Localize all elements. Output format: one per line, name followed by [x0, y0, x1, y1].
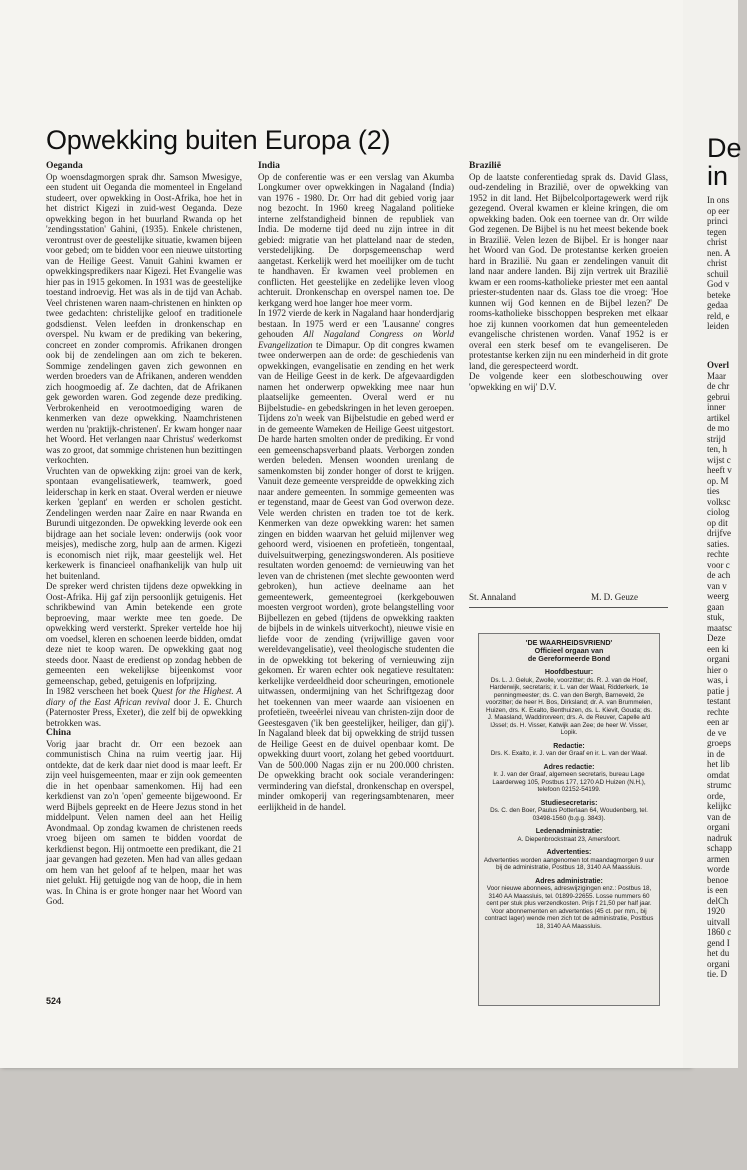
paragraph: Vorig jaar bracht dr. Orr een bezoek aan communistisch China na ruim veertig jaar. Hij ontdekte, dat de kerk daar niet dood is maar leeft. Er zijn veel huisgemeenten, maar er zijn ook gemeenten die in het openbaar samenkomen. Hij had een kerkdienst van zo'n 'open' gemeente bijgewoond. Er werd Bijbels gepreekt en de Heere Jezus stond in het middelpunt. Velen namen deel aan het Heilig Avondmaal. Op zondag kwamen de christenen reeds vroeg bijeen om samen te bidden voordat de kerkdienst begon. Hij ontmoette een predikant, die 21 jaar gevangen had gezeten. Men had van alles gedaan om hem van het geloof af te helpen, maar het was niet gelukt. Hij getuigde nog van de hoop, die in hem was. In China is er grote honger naar het Woord van God.: [46, 738, 242, 906]
paragraph: De volgende keer een slotbeschouwing over 'opwekking en wij' D.V.: [469, 371, 668, 392]
colophon-label: Adres redactie:: [543, 763, 595, 771]
right-page-edge: [683, 0, 742, 1068]
colophon-label: Advertenties:: [546, 849, 592, 856]
right-page-title: De in: [707, 133, 742, 191]
paragraph: De spreker werd christen tijdens deze opwekking in Oost-Afrika. Hij gaf zijn persoonlijk getuigenis. Het schrikbewind van Amin betekende een grote beproeving, maar werkte mee ten goede. De opwekking werd versterkt. Spreker vertelde hoe hij om voedsel, kleren en schoenen leerde bidden, omdat deze niet te koop waren. De opwekking gaat nog steeds door. Naast de eredienst op zondag hebben de gemeenten een wekelijkse bijeenkomst voor gemeenschap, gebed, getuigenis en lofprijzing.: [46, 581, 242, 686]
paragraph: Vruchten van de opwekking zijn: groei van de kerk, spontaan evangelisatiewerk, teamwerk, goed leiderschap in kerk en staat. Overal werden er nieuwe kerken 'geplant' en werden er scholen gesticht. Zendelingen werden naar Zaïre en naar Rwanda en Burundi uitgezonden. De opwekking leverde ook een bijdrage aan het sociale leven: onderwijs (ook voor meisjes), medische zorg, hulp aan de armen. Kigezi is economisch niet rijk, maar geestelijk wel. Het kerkewerk is financieel onafhankelijk van hulp uit het buitenland.: [46, 465, 242, 581]
colophon-box: [478, 633, 660, 1006]
book-reference-pre: In 1982 verscheen het boek: [46, 686, 152, 696]
section-heading-india: India: [258, 160, 280, 171]
right-page-subheading: Overl: [707, 360, 729, 370]
colophon-text: Ds. L. J. Geluk, Zwolle, voorzitter; ds. R. J. van de Hoef, Harderwijk, secretaris; ir. L. van der Waal, Ridderkerk, 1e penningmeester; ds. C. van den Bergh, Barneveld, 2e voorzitter; de heer H. Bos, Dirksland; dr. A. van Brummelen, Huizen, drs. K. Exalto, Benthuizen, ds. L. Kievit, Gouda; ds. J. Maasland, Waddinxveen; drs. A. de Reuver, Capelle a/d IJssel; ds. H. Visser, Katwijk aan Zee; de heer W. Visser, Lopik.: [485, 676, 653, 736]
right-page-column-bottom: [707, 360, 747, 1170]
book-title: Quest for the Highest. A diary of the East African revival: [46, 686, 242, 707]
page-number: 524: [46, 996, 62, 1006]
colophon-text: A. Diepenbrockstraat 23, Amersfoort.: [517, 835, 621, 843]
congress-name: All Nagaland Congress on World Evangelization: [258, 329, 454, 350]
paragraph: Op woensdagmorgen sprak dhr. Samson Mwesigye, een student uit Oeganda die momenteel in Engeland studeert, over opwekking in Oost-Afrika, hoe het in het district Kigezi in zuid-west Oeganda. Deze opwekking begon in het buurland Rwanda op het 'zendingsstation' Gahini, (1935). Enkele christenen, verontrust over de geestelijke situatie, kwamen bijeen voor gebed; om te bidden voor een nieuwe uitstorting van de Heilige Geest. Vanuit Gahini kwamen er opwekkingspredikers naar Kigezi. Het Evangelie was hier pas in 1915 gekomen. In 1931 was de geestelijke toestand indroevig. Het was als in de tijd van Achab. Veel christenen waren naam-christenen en hinkten op twee gedachten: christelijke geloof en traditionele godsdienst. Velen leefden in dronkenschap en overspel. Nu kwam er de prediking van bekering, concreet en zonder compromis. Afrikanen drongen ook bij de zendelingen aan om zich te bekeren. Sommige zendelingen gaven zich gewonnen en werden broeders van de Afrikanen, anderen wendden zich hoogmoedig af. Ze dachten, dat de Afrikanen gek geworden waren. God zegende deze prediking. Verbrokenheid en verootmoediging waren de kenmerken van deze opwekking. Naamchristenen werden nu 'praktijk-christenen'. Er kwam honger naar het Woord. Het verlangen naar Christus' wederkomst was zo groot, dat sommige christenen hun bezittingen verkochten.: [46, 171, 242, 465]
section-heading-oeganda: Oeganda: [46, 160, 83, 171]
colophon-label: Studiesecretaris:: [540, 799, 598, 807]
paragraph: Op de conferentie was er een verslag van Akumba Longkumer over opwekkingen in Nagaland (India) van 1976 - 1980. Dr. Orr had dit gebied vorig jaar nog bezocht. In 1960 kreeg Nagaland politieke interne zelfstandigheid binnen de republiek van India. De moderne tijd deed nu zijn intree in dit gebied: migratie van het platteland naar de steden, verstedelijking. De dorpsgemeenschap werd aangetast. Kerkelijk werd het moeilijker om de tucht te handhaven. Er kwamen veel problemen en conflicten. Het geestelijke en zedelijke leven vloog achteruit. Dronkenschap en overspel namen toe. De kerkgang werd hoe langer hoe meer vorm.: [258, 171, 454, 308]
colophon-label: Hoofdbestuur:: [544, 669, 594, 676]
section-heading-china: China: [46, 727, 72, 738]
colophon-label: Adres administratie:: [535, 877, 603, 885]
column-2: [258, 161, 454, 989]
colophon-text: Ds. C. den Boer, Paulus Potterlaan 64, Woudenberg, tel. 03498-1560 (b.g.g. 3843).: [490, 807, 648, 822]
signature: [469, 592, 668, 602]
colophon-text: Advertenties worden aangenomen tot maandagmorgen 9 uur bij de administratie, Postbus 18, 3140 AA Maassluis.: [483, 856, 655, 871]
colophon-subtitle: de Gereformeerde Bond: [527, 654, 611, 663]
colophon-text: Ir. J. van der Graaf, algemeen secretaris, bureau Lage Laarderweg 105, Postbus 177, 1270 AD Huizen (N.H.), telefoon 02152-54199.: [492, 771, 646, 793]
column-1: [46, 161, 242, 989]
colophon-title: 'DE WAARHEIDSVRIEND': [525, 638, 613, 647]
divider: [469, 607, 668, 608]
paragraph: [258, 308, 454, 812]
colophon-subtitle: Officieel orgaan van: [534, 646, 604, 655]
section-heading-brazilie: Brazilië: [469, 160, 501, 171]
paragraph: Op de laatste conferentiedag sprak ds. David Glass, oud-zendeling in Brazilië, over de opwekking van 1952 in dit land. Het Bijbelcolportagewerk werd rijk gezegend. Overal kwamen er kleine kringen, die om opwekking baden. Ook een toernee van dr. Orr wilde God zegenen. De Bijbel is nu het meest bekende boek in Brazilië. Velen lezen de Bijbel. Er is honger naar het Woord van God. De protestantse kerken groeien hard in Brazilië. Nu gaan er zendelingen vanuit dit land naar andere landen. Bij zijn vertrek uit Brazilië kwam er een rooms-katholieke priester met een aantal priester-studenten naar ds. Glass toe die vroeg: 'Hoe kunnen wij God kennen en de Bijbel lezen?' De rooms-katholieke bisschoppen bespreken met elkaar hoe zij kunnen voorkomen dat hun gemeenteleden evangelische christenen worden. Vanaf 1952 is er overal een sterk besef om te evangeliseren. De protestantse kerken zijn nu een minderheid in dit grote land, die gerespecteerd wordt.: [469, 171, 668, 371]
signature-author: M. D. Geuze: [591, 592, 638, 602]
signature-place: St. Annaland: [469, 592, 516, 602]
book-reference-post: door J. E. Church (Paternoster Press, Exeter), die zelf bij de opwekking betrokken was.: [46, 696, 242, 728]
right-page-column-text: Maar de chr gebrui inner artikel de mo strijd ten, h wijst c heeft v op. M ties volksc ciolog op dit drijfve saties. rechte voor c de ach van v weerg gaan stuk, maatsc Deze een ki organi hier o was, i patie j testant rechte een ar de ve groeps in de het lib omdat strumc orde, kelijkc van de organi nadruk schapp armen worde benoe is een delCh 1920 uitvall 1860 c gend I het du organi tie. D: [707, 370, 732, 979]
colophon-text: Voor nieuwe abonnees, adreswijzigingen enz.: Postbus 18, 3140 AA Maassluis, tel. 01899-22655. Losse nummers 60 cent per stuk plus verzendkosten. Prijs f 21,50 per half jaar. Voor abonnementen en advertenties (45 ct. per mm., bij contract lager) wende men zich tot de administratie, Postbus 18, 3140 AA Maassluis.: [484, 885, 654, 930]
india-text-pre: In 1972 vierde de kerk in Nagaland haar honderdjarig bestaan. In 1975 werd er een 'Lausanne' congres gehouden: [258, 308, 454, 339]
india-text-post: te Dimapur. Op dit congres kwamen twee onderwerpen aan de orde: de geschiedenis van opwekkingen, evangelisatie en zending en het werk van de Heilige Geest in de kerk. De afgevaardigden namen het onderwerp opwekking mee naar hun plaatselijke gemeenten. Overal werd er nu Bijbelstudie- en gebedskringen in het leven geroepen. Tijdens zo'n week van Bijbelstudie en gebed werd er in de gemeente Wameken de Heilige Geest uitgestort. De harde harten smolten onder de prediking. Er vond een gemeenschapsverband plaats. Verborgen zonden werden beleden. Mensen woonden urenlang de samenkomsten bij zonder honger of dorst te krijgen. Vanuit deze gemeente verspreidde de opwekking zich naar andere gemeenten. In sommige gemeenten was er tegenstand, maar de Geest van God overwon deze. Vele werden christen en traden toe tot de kerk. Kenmerken van deze opwekking waren: het samen zingen en bidden waarvan het geluid mijlenver weg gehoord werd, visioenen en profetieën, tongentaal, duivelsuitwerping, genezingswonderen. Als positieve resultaten worden genoemd: de vernieuwing van het leven van de christenen (met slechte gewoonten werd gebroken), hun actieve deelname aan het gemeentewerk, gemeentegroei (kerkgebouwen moesten vergroot worden), grote belangstelling voor Bijbellezen en gebed (tijdens de opwekking raakten de bijbels in de winkels uitverkocht), nieuwe visie en liefde voor de zending (vrijwillige gaven voor wereldevangelisatie), veel theologische studenten die in de opwekking tot bekering of vernieuwing zijn gekomen. Er waren echter ook negatieve resultaten: kerkelijke verdeeldheid door scheuringen, emotionele uitwassen, ondermijning van het Schriftgezag door het toekennen van meer waarde aan visioenen en profetieën, tweeërlei niveau van christen-zijn door de Geestesgaven ('ik ben geestelijker, heiliger, dan gij'). In Nagaland bleek dat bij opwekking de strijd tussen de Heilige Geest en de duivel openbaar komt. De opwekking duurt voort, zolang het gebed voortduurt. Van de 500.000 Nagas zijn er nu 200.000 christen. De opwekking bracht ook sociale veranderingen: vermindering van diefstal, dronkenschap en overspel, minder omkoperij van regeringsambtenaren, meer eerlijkheid in de handel.: [258, 339, 454, 812]
colophon-label: Ledenadministratie:: [535, 828, 603, 835]
colophon-label: Redactie:: [553, 742, 585, 750]
right-page-column-top: In ons op eer princi tegen christ nen. A christ schuil God v beteke gedaa reld, e leiden: [707, 195, 731, 331]
book-reference: [46, 686, 242, 728]
colophon-text: Drs. K. Exalto, ir. J. van der Graaf en ir. L. van der Waal.: [490, 750, 648, 757]
article-title: Opwekking buiten Europa (2): [46, 125, 391, 155]
column-3: [469, 161, 668, 595]
